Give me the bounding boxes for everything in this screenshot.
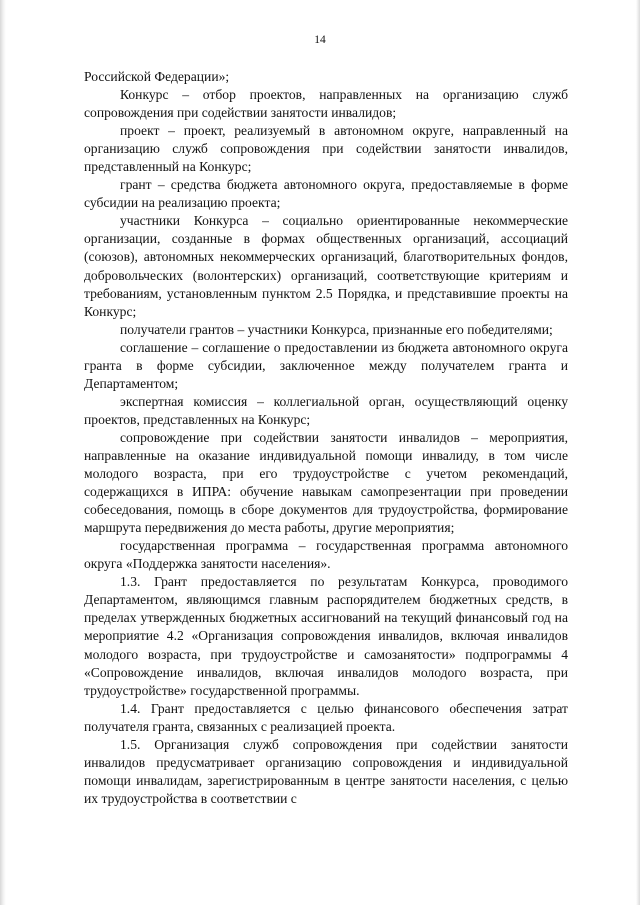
clause-1-4: 1.4. Грант предоставляется с целью финансового обеспечения затрат получателя гранта, связанных с реализацией проекта.: [84, 700, 568, 734]
paragraph-continuation: Российской Федерации»;: [84, 69, 230, 84]
definition-programma: государственная программа – государственная программа автономного округа «Поддержка занятости населения».: [84, 538, 568, 572]
clause-1-3: 1.3. Грант предоставляется по результатам Конкурса, проводимого Департаментом, являющимся главным распорядителем бюджетных средств, в пределах утвержденных бюджетных ассигнований на текущий финансовый год на мероприятие 4.2 «Организация сопровождения инвалидов, включая инвалидов молодого возраста, при трудоустройстве и самозанятости» подпрограммы 4 «Сопровождение инвалидов, включая инвалидов молодого возраста, при трудоустройстве» государственной программы.: [84, 574, 568, 698]
clause-1-5: 1.5. Организация служб сопровождения при содействии занятости инвалидов предусматривает организацию сопровождения и индивидуальной помощи инвалидам, зарегистрированным в центре занятости населения, с целью их трудоустройства в соответствии с: [84, 736, 568, 806]
definition-uchastniki: участники Конкурса – социально ориентированные некоммерческие организации, созданные в формах общественных организаций, ассоциаций (союзов), автономных некоммерческих организаций, благотворительных фондов, добровольческих (волонтерских) организаций, соответствующие критериям и требованиям, установленным пунктом 2.5 Порядка, и представившие проекты на Конкурс;: [84, 213, 568, 319]
definition-konkurs: Конкурс – отбор проектов, направленных на организацию служб сопровождения при содействии занятости инвалидов;: [84, 87, 568, 121]
definition-soglashenie: соглашение – соглашение о предоставлении из бюджета автономного округа гранта в форме субсидии, заключенное между получателем гранта и Департаментом;: [84, 339, 568, 391]
definition-soprovozhdenie: сопровождение при содействии занятости инвалидов – мероприятия, направленные на оказание индивидуальной помощи инвалиду, в том числе молодого возраста, при его трудоустройстве с учетом рекомендаций, содержащихся в ИПРА: обучение навыкам самопрезентации при проведении собеседования, помощь в сборе документов для трудоустройства, формирование маршрута передвижения до места работы, другие мероприятия;: [84, 429, 568, 536]
definition-poluchateli: получатели грантов – участники Конкурса, признанные его победителями;: [120, 321, 553, 337]
scan-left-edge: [0, 0, 6, 905]
scan-right-edge: [636, 0, 640, 905]
page-number: 14: [314, 34, 326, 46]
definition-komissiya: экспертная комиссия – коллегиальной орган, осуществляющий оценку проектов, представленных на Конкурс;: [84, 393, 568, 427]
document-body: [84, 68, 568, 808]
definition-grant: грант – средства бюджета автономного округа, предоставляемые в форме субсидии на реализацию проекта;: [84, 177, 568, 211]
definition-proekt: проект – проект, реализуемый в автономном округе, направленный на организацию служб сопровождения при содействии занятости инвалидов, представленный на Конкурс;: [84, 123, 568, 175]
